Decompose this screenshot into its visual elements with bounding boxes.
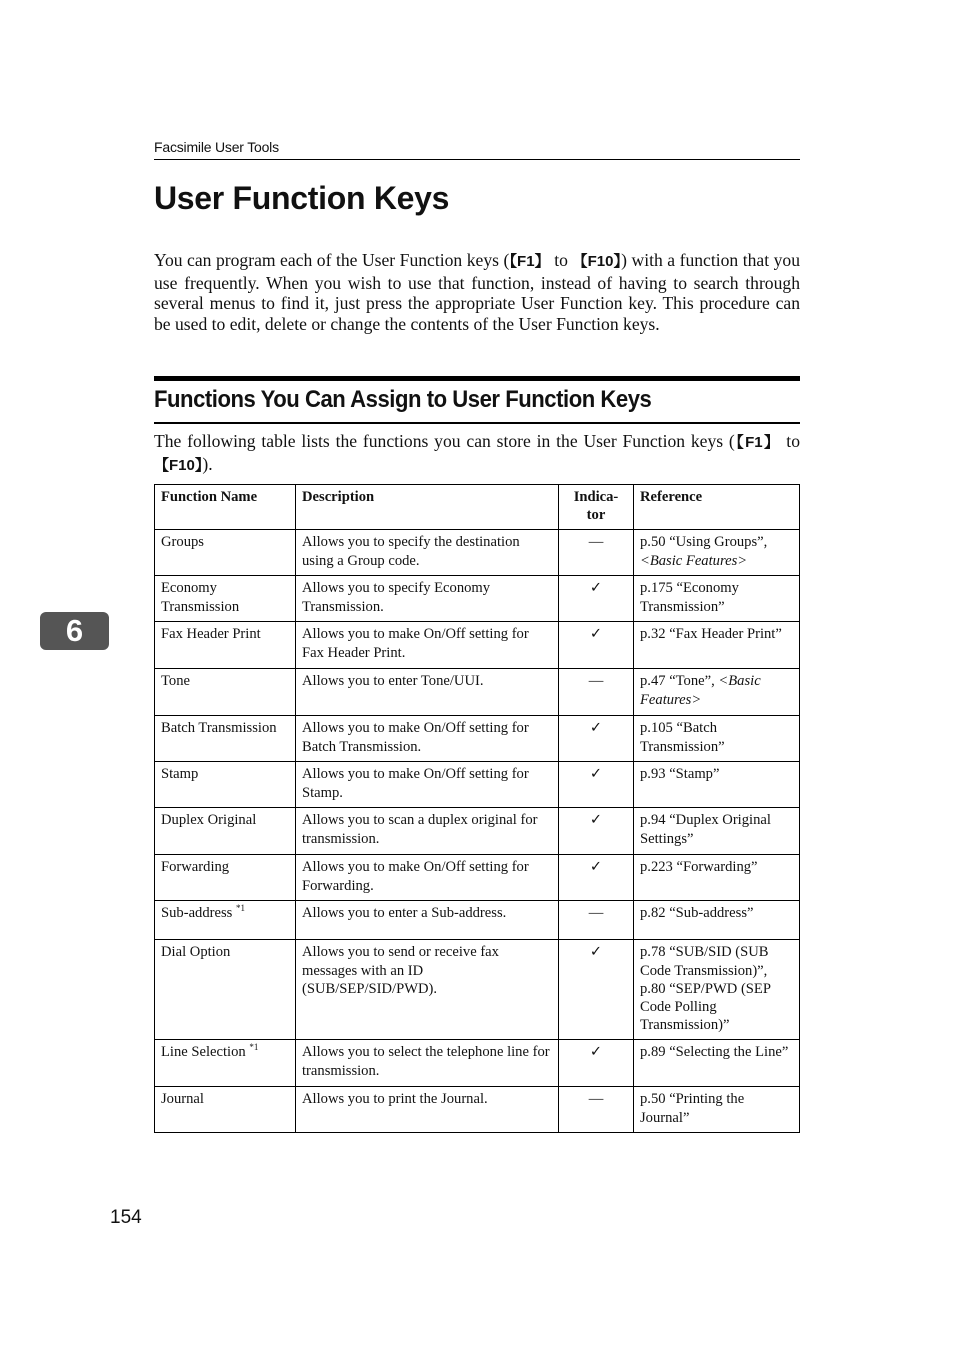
check-icon: ✓ [559, 576, 634, 622]
function-name-text: Batch Transmission [161, 720, 277, 737]
cell-reference [634, 762, 800, 808]
cell-description: Allows you to print the Journal. [296, 1087, 559, 1133]
cell-description: Allows you to specify Economy Transmission. [296, 576, 559, 622]
reference-manual-name: <Basic Features> [640, 673, 761, 708]
function-name-text: Duplex Original [161, 812, 257, 829]
check-icon: ✓ [559, 940, 634, 1040]
cell-function-name [155, 808, 296, 855]
cell-function-name [155, 530, 296, 576]
reference-manual-name: <Basic Features> [640, 552, 748, 569]
f1-key-label: 【F1】 [509, 253, 550, 270]
cell-description: Allows you to scan a duplex original for transmission. [296, 808, 559, 855]
running-header: Facsimile User Tools [154, 139, 279, 155]
cell-reference [634, 669, 800, 716]
check-icon: ✓ [559, 808, 634, 855]
check-icon: ✓ [559, 762, 634, 808]
cell-function-name [155, 622, 296, 669]
cell-reference [634, 940, 800, 1040]
cell-reference [634, 1087, 800, 1133]
section-rule-thick [154, 376, 800, 381]
reference-text: p.223 “Forwarding” [640, 859, 758, 876]
f10-key-label: 【F10】 [572, 253, 622, 270]
cell-function-name [155, 855, 296, 901]
section-rule-thin [154, 422, 800, 424]
footnote-marker: *1 [249, 1042, 259, 1053]
f1-key-label: 【F1】 [734, 434, 781, 451]
check-icon: ✓ [559, 716, 634, 762]
cell-function-name [155, 1040, 296, 1087]
cell-function-name [155, 940, 296, 1040]
cell-description: Allows you to make On/Off setting for Stamp. [296, 762, 559, 808]
cell-description: Allows you to make On/Off setting for Fax Header Print. [296, 622, 559, 669]
cell-description: Allows you to select the telephone line for transmission. [296, 1040, 559, 1087]
table-row [155, 1040, 800, 1087]
table-row [155, 855, 800, 901]
check-icon: ✓ [559, 1040, 634, 1087]
table-row [155, 808, 800, 855]
cell-reference [634, 576, 800, 622]
table-row [155, 622, 800, 669]
reference-text: p.105 “Batch Transmission” [640, 720, 725, 755]
header-function-name: Function Name [155, 485, 296, 530]
table-row [155, 1087, 800, 1133]
cell-description: Allows you to make On/Off setting for Batch Transmission. [296, 716, 559, 762]
intro-to: to [549, 250, 573, 270]
function-name-text: Dial Option [161, 944, 231, 961]
table-row [155, 940, 800, 1040]
check-icon: ✓ [559, 855, 634, 901]
function-name-text: Sub-address [161, 905, 236, 922]
header-indicator: Indica- tor [559, 485, 634, 530]
function-name-text: Tone [161, 673, 190, 690]
lead-text-end: ). [202, 453, 213, 474]
header-description: Description [296, 485, 559, 530]
intro-text-start: You can program each of the User Function keys ( [154, 250, 510, 270]
cell-reference [634, 1040, 800, 1087]
table-header-row [155, 485, 800, 530]
cell-reference [634, 530, 800, 576]
cell-description: Allows you to enter Tone/UUI. [296, 669, 559, 716]
cell-reference [634, 855, 800, 901]
cell-function-name [155, 716, 296, 762]
cell-reference [634, 901, 800, 940]
cell-function-name [155, 901, 296, 940]
cell-reference [634, 622, 800, 669]
dash-icon: — [559, 530, 634, 576]
function-name-text: Journal [161, 1091, 204, 1108]
table-body [155, 530, 800, 1133]
cell-function-name [155, 669, 296, 716]
function-name-text: Forwarding [161, 859, 230, 876]
header-reference: Reference [634, 485, 800, 530]
lead-to: to [780, 431, 800, 451]
function-name-text: Groups [161, 534, 204, 551]
table-row [155, 530, 800, 576]
footnote-marker: *1 [236, 903, 245, 914]
reference-text: p.32 “Fax Header Print” [640, 626, 782, 643]
table-row [155, 669, 800, 716]
cell-reference [634, 808, 800, 855]
page-title: User Function Keys [154, 180, 450, 216]
section-title: Functions You Can Assign to User Function Keys [154, 386, 652, 413]
lead-text-start: The following table lists the functions you can store in the User Function keys ( [154, 431, 735, 451]
reference-text: p.94 “Duplex Original Settings” [640, 812, 771, 847]
intro-text-end: ) with a function that you use frequently. When you wish to use that function, instead of having to search through several menus to find it, just press the appropriate User Function key. This procedure can be used to edit, delete or change the contents of the User Function keys. [154, 250, 801, 334]
cell-description: Allows you to make On/Off setting for Forwarding. [296, 855, 559, 901]
function-name-text: Fax Header Print [161, 626, 261, 643]
intro-paragraph [154, 250, 800, 334]
chapter-tab: 6 [40, 612, 109, 650]
reference-text: p.82 “Sub-address” [640, 905, 754, 922]
cell-reference [634, 716, 800, 762]
cell-function-name [155, 1087, 296, 1133]
section-lead [154, 431, 800, 476]
cell-function-name [155, 576, 296, 622]
reference-text: p.175 “Economy Transmission” [640, 580, 739, 615]
reference-text: p.89 “Selecting the Line” [640, 1044, 789, 1061]
function-name-text: Stamp [161, 766, 199, 783]
check-icon: ✓ [559, 622, 634, 669]
page-number: 154 [110, 1207, 142, 1228]
reference-text: p.47 “Tone”, [640, 673, 719, 690]
cell-description: Allows you to enter a Sub-address. [296, 901, 559, 940]
table-row [155, 576, 800, 622]
function-table [154, 484, 800, 1133]
dash-icon: — [559, 901, 634, 940]
table-row [155, 762, 800, 808]
function-name-text: Economy Transmission [161, 580, 240, 615]
reference-text: p.50 “Printing the Journal” [640, 1091, 745, 1126]
dash-icon: — [559, 1087, 634, 1133]
function-name-text: Line Selection [161, 1044, 250, 1061]
f10-key-label: 【F10】 [154, 456, 203, 474]
dash-icon: — [559, 669, 634, 716]
header-rule [154, 159, 800, 160]
cell-description: Allows you to specify the destination using a Group code. [296, 530, 559, 576]
reference-text: p.50 “Using Groups”, [640, 534, 768, 551]
reference-text: p.78 “SUB/SID (SUB Code Transmission)”, p.80 “SEP/PWD (SEP Code Polling Transmission)” [640, 944, 771, 1034]
cell-function-name [155, 762, 296, 808]
table-row [155, 716, 800, 762]
cell-description: Allows you to send or receive fax messages with an ID (SUB/SEP/SID/PWD). [296, 940, 559, 1040]
reference-text: p.93 “Stamp” [640, 766, 720, 783]
table-row [155, 901, 800, 940]
